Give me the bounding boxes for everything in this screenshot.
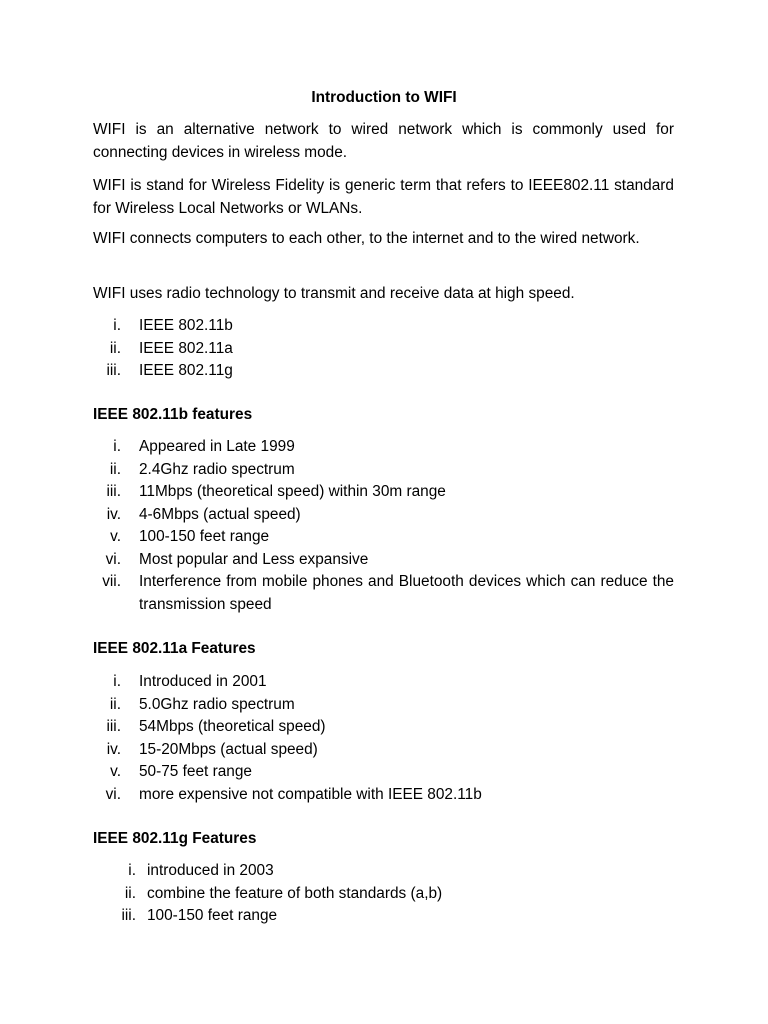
- list-text: 4-6Mbps (actual speed): [139, 505, 301, 523]
- list-number: iii.: [106, 483, 121, 500]
- list-item: [93, 481, 674, 504]
- list-text: 2.4Ghz radio spectrum: [139, 460, 295, 478]
- list-item: [93, 315, 674, 338]
- list-number: iii.: [106, 362, 121, 379]
- list-number: iv.: [106, 740, 121, 758]
- list-number: ii.: [109, 695, 121, 713]
- list-text: more expensive not compatible with IEEE 802.11b: [139, 785, 482, 803]
- list-number: i.: [113, 673, 121, 690]
- list-text: 54Mbps (theoretical speed): [139, 718, 326, 735]
- list-number: v.: [110, 528, 121, 545]
- list-text: 100-150 feet range: [147, 907, 278, 924]
- list-number: i.: [128, 862, 136, 879]
- list-text: Interference from mobile phones and Bluetooth devices which can reduce the transmission speed: [139, 573, 674, 613]
- list-text: Appeared in Late 1999: [139, 438, 295, 455]
- section-heading-80211g: IEEE 802.11g Features: [93, 830, 257, 847]
- list-number: i.: [113, 317, 121, 334]
- paragraph-radio: WIFI uses radio technology to transmit and receive data at high speed.: [93, 285, 575, 302]
- list-item: [93, 860, 674, 883]
- list-number: iii.: [106, 718, 121, 735]
- list-item: [93, 694, 674, 717]
- list-number: ii.: [124, 884, 136, 902]
- list-item: [93, 549, 674, 572]
- list-number: vi.: [105, 785, 121, 803]
- list-item: [93, 504, 674, 527]
- list-number: i.: [113, 438, 121, 455]
- list-item: [93, 338, 674, 361]
- list-text: IEEE 802.11b: [139, 317, 233, 334]
- list-number: vi.: [105, 550, 121, 568]
- list-number: vii.: [102, 573, 121, 590]
- list-item: [93, 739, 674, 762]
- list-item: [93, 716, 674, 739]
- list-text: IEEE 802.11a: [139, 339, 233, 357]
- list-number: ii.: [109, 460, 121, 478]
- list-number: iv.: [106, 505, 121, 523]
- paragraph-definition: WIFI is stand for Wireless Fidelity is generic term that refers to IEEE802.11 standard for Wireless Local Networks or WLANs.: [93, 177, 674, 217]
- list-text: 15-20Mbps (actual speed): [139, 740, 318, 758]
- list-item: [93, 761, 674, 784]
- list-item: [93, 883, 674, 906]
- list-text: combine the feature of both standards (a,b): [147, 884, 443, 902]
- features-list-80211b: [93, 436, 674, 616]
- list-number: ii.: [109, 339, 121, 357]
- list-text: 5.0Ghz radio spectrum: [139, 695, 295, 713]
- list-item: [93, 459, 674, 482]
- paragraph-intro: WIFI is an alternative network to wired network which is commonly used for connecting devices in wireless mode.: [93, 121, 674, 161]
- list-item: [93, 436, 674, 459]
- list-text: introduced in 2003: [147, 862, 274, 879]
- list-item: [93, 905, 674, 928]
- list-item: [93, 571, 674, 616]
- section-heading-80211b: IEEE 802.11b features: [93, 406, 253, 423]
- paragraph-connects: WIFI connects computers to each other, to the internet and to the wired network.: [93, 230, 640, 247]
- section-heading-80211a: IEEE 802.11a Features: [93, 640, 256, 657]
- features-list-80211a: [93, 671, 674, 806]
- standards-list: [93, 315, 674, 383]
- list-text: IEEE 802.11g: [139, 362, 233, 379]
- list-item: [93, 671, 674, 694]
- document-title: Introduction to WIFI: [311, 89, 457, 106]
- list-text: 50-75 feet range: [139, 763, 252, 780]
- list-item: [93, 360, 674, 383]
- list-item: [93, 784, 674, 807]
- list-item: [93, 526, 674, 549]
- list-number: iii.: [121, 907, 136, 924]
- list-number: v.: [110, 763, 121, 780]
- list-text: 11Mbps (theoretical speed) within 30m range: [139, 483, 446, 500]
- list-text: Most popular and Less expansive: [139, 550, 369, 568]
- list-text: 100-150 feet range: [139, 528, 270, 545]
- features-list-80211g: [93, 860, 674, 928]
- list-text: Introduced in 2001: [139, 673, 267, 690]
